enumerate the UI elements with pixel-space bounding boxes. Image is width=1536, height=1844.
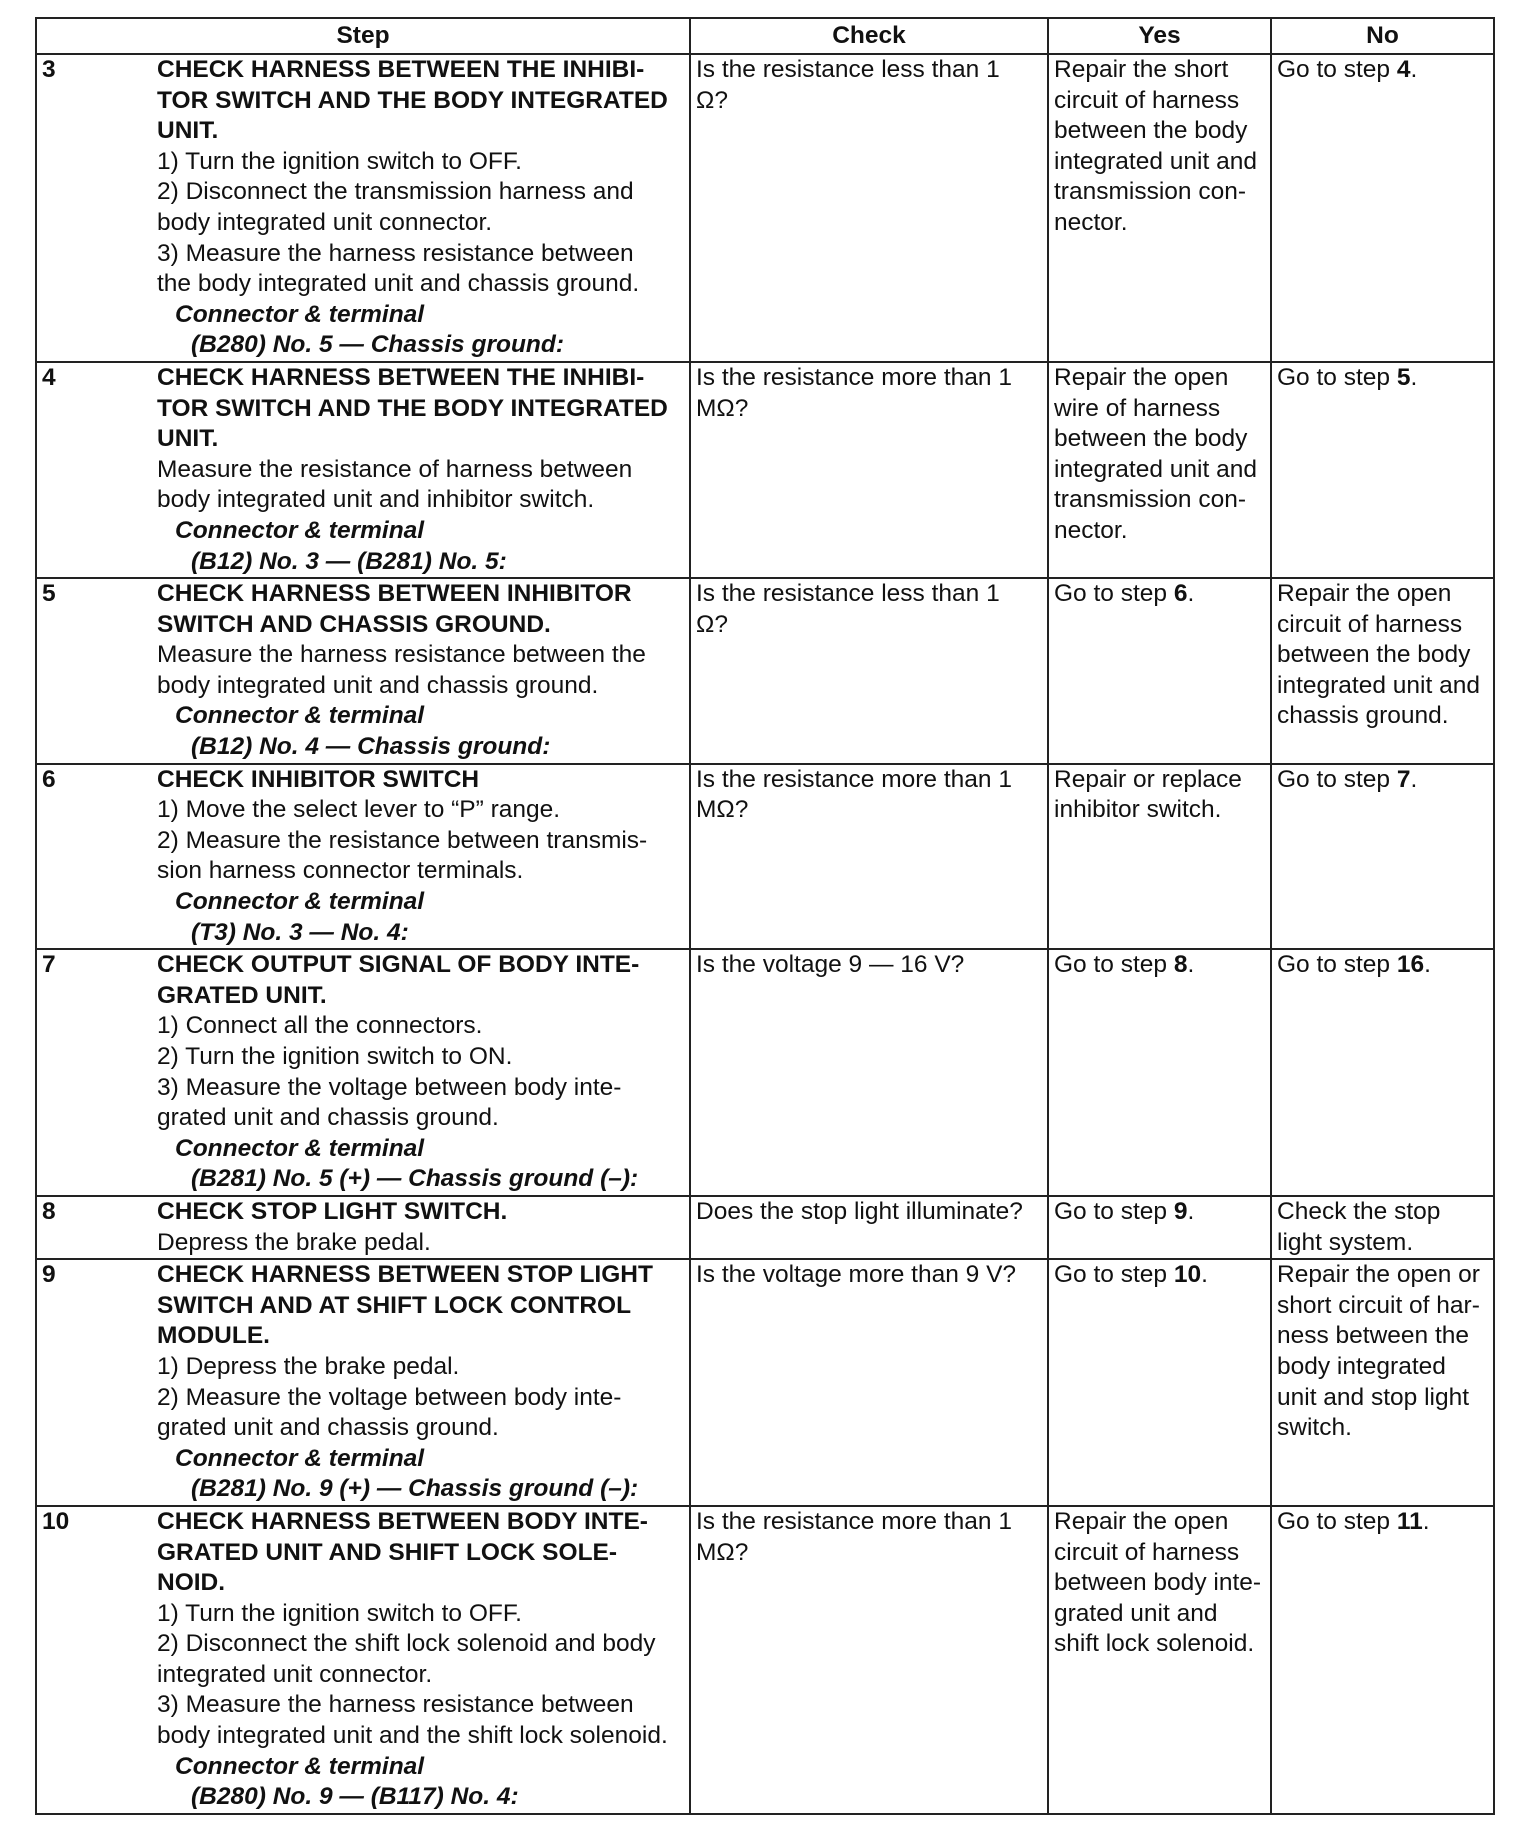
step-instruction: 3) Measure the harness resistance between the body integrated unit and chassis ground. [157,239,640,298]
step-number: 5 [42,580,56,608]
step-content [42,1197,684,1258]
step-content [42,363,684,577]
header-step: Step [36,18,690,54]
step-instruction: 2) Disconnect the shift lock solenoid and body integrated unit connector. [157,1630,656,1688]
step-instruction: 2) Disconnect the transmission harness and body integrated unit connector. [157,178,634,236]
diagnostic-table [35,17,1495,1815]
step-body [157,765,684,949]
yes-text: Repair the open wire of harness between the body integrated unit and transmission con- nector. [1054,363,1257,544]
step-instruction: 1) Move the select lever to “P” range. [157,796,561,824]
connector-spec: (B281) No. 5 (+) — Chassis ground (–): [191,1165,639,1193]
step-cell [36,1259,690,1506]
step-instruction: 1) Turn the ignition switch to OFF. [157,147,522,175]
no-cell [1271,1196,1494,1259]
header-check: Check [690,18,1048,54]
yes-cell [1048,578,1271,764]
check-cell: Is the resistance more than 1 MΩ? [690,1506,1048,1814]
connector-label: Connector & terminal [175,516,425,544]
yes-cell [1048,1196,1271,1259]
no-step-end: . [1410,363,1418,391]
yes-text: Repair or replace inhibitor switch. [1054,765,1242,824]
step-content [42,950,684,1195]
no-cell [1271,578,1494,764]
step-title: CHECK HARNESS BETWEEN INHIBITOR SWITCH AND CHASSIS GROUND. [157,580,632,638]
yes-cell [1048,362,1271,578]
table-row [36,764,1494,950]
connector-spec: (B12) No. 3 — (B281) No. 5: [191,547,507,575]
connector-label: Connector & terminal [175,1752,425,1780]
yes-step-number: 8 [1173,951,1188,979]
step-cell [36,764,690,950]
no-text: Go to step [1277,951,1397,979]
yes-cell [1048,764,1271,950]
table-row [36,1196,1494,1259]
no-step-number: 5 [1396,363,1411,391]
step-instruction: 2) Turn the ignition switch to ON. [157,1043,513,1070]
step-instruction: 2) Measure the resistance between transmis- sion harness connector terminals. [157,826,648,885]
table-row [36,949,1494,1196]
step-content [42,1507,684,1813]
step-number: 3 [42,56,56,83]
no-cell [1271,949,1494,1196]
step-content [42,1260,684,1505]
no-text: Go to step [1277,363,1397,391]
step-instruction: Measure the resistance of harness between body integrated unit and inhibitor switch. [157,455,633,514]
yes-cell [1048,1259,1271,1506]
table-row [36,54,1494,362]
no-text: Repair the open or short circuit of har- ness between the body integrated unit and stop light switch. [1277,1261,1480,1442]
step-cell [36,1506,690,1814]
yes-cell [1048,54,1271,362]
connector-spec: (B280) No. 5 — Chassis ground: [191,331,565,359]
check-cell: Is the voltage more than 9 V? [690,1259,1048,1506]
step-content [42,579,684,763]
step-instruction: Depress the brake pedal. [157,1228,431,1256]
yes-step-number: 6 [1173,580,1188,608]
yes-text: Repair the open circuit of harness between body inte- grated unit and shift lock solenoid. [1054,1507,1262,1658]
step-number: 9 [42,1261,56,1289]
step-content [42,55,684,361]
step-body [157,950,684,1195]
header-yes: Yes [1048,18,1271,54]
header-no: No [1271,18,1494,54]
yes-step-end: . [1187,580,1195,608]
step-number: 6 [42,765,56,793]
step-number: 8 [42,1197,56,1225]
check-cell: Is the voltage 9 — 16 V? [690,949,1048,1196]
connector-label: Connector & terminal [175,702,425,730]
step-title: CHECK HARNESS BETWEEN BODY INTE- GRATED UNIT AND SHIFT LOCK SOLE- NOID. [157,1507,648,1597]
no-text: Repair the open circuit of harness between the body integrated unit and chassis ground. [1277,580,1480,730]
check-cell: Is the resistance less than 1 Ω? [690,54,1048,362]
yes-step-number: 9 [1173,1197,1188,1225]
table-row [36,362,1494,578]
no-cell [1271,362,1494,578]
step-number: 7 [42,951,56,979]
step-number: 4 [42,363,56,391]
step-title: CHECK INHIBITOR SWITCH [157,765,480,793]
table-row [36,578,1494,764]
connector-label: Connector & terminal [175,888,425,916]
table-header-row [36,18,1494,54]
yes-cell [1048,1506,1271,1814]
check-cell: Is the resistance more than 1 MΩ? [690,764,1048,950]
step-body [157,579,684,763]
step-body [157,55,684,361]
step-instruction: Measure the harness resistance between the body integrated unit and chassis ground. [157,641,646,699]
no-cell [1271,764,1494,950]
no-step-number: 7 [1396,765,1411,793]
no-text: Go to step [1277,765,1397,793]
step-instruction: 3) Measure the harness resistance between body integrated unit and the shift lock solenoid. [157,1691,668,1750]
step-cell [36,362,690,578]
no-step-end: . [1410,765,1418,793]
connector-label: Connector & terminal [175,1444,425,1472]
no-step-end: . [1424,951,1431,979]
yes-step-number: 10 [1173,1261,1202,1289]
check-cell: Is the resistance less than 1 Ω? [690,578,1048,764]
step-title: CHECK HARNESS BETWEEN THE INHIBI- TOR SWITCH AND THE BODY INTEGRATED UNIT. [157,56,668,145]
step-cell [36,949,690,1196]
no-text: Go to step [1277,56,1397,83]
no-step-end: . [1410,56,1418,83]
table-body [36,54,1494,1814]
no-step-number: 4 [1396,56,1411,83]
connector-spec: (B281) No. 9 (+) — Chassis ground (–): [191,1475,639,1503]
no-cell [1271,1506,1494,1814]
connector-label: Connector & terminal [175,300,425,328]
table-row [36,1506,1494,1814]
yes-text: Go to step [1054,951,1174,979]
connector-spec: (B280) No. 9 — (B117) No. 4: [191,1783,519,1811]
step-title: CHECK OUTPUT SIGNAL OF BODY INTE- GRATED UNIT. [157,951,640,1009]
step-cell [36,1196,690,1259]
no-step-number: 16 [1396,951,1425,979]
step-cell [36,54,690,362]
check-cell: Does the stop light illuminate? [690,1196,1048,1259]
yes-cell [1048,949,1271,1196]
step-number: 10 [42,1507,70,1535]
yes-step-end: . [1187,1197,1195,1225]
step-content [42,765,684,949]
no-text: Check the stop light system. [1277,1197,1441,1256]
step-body [157,1260,684,1505]
yes-text: Go to step [1054,1261,1174,1289]
no-step-end: . [1422,1507,1430,1535]
no-text: Go to step [1277,1507,1397,1535]
table-row [36,1259,1494,1506]
yes-text: Go to step [1054,580,1174,608]
step-title: CHECK HARNESS BETWEEN THE INHIBI- TOR SWITCH AND THE BODY INTEGRATED UNIT. [157,363,668,453]
step-body [157,363,684,577]
connector-spec: (B12) No. 4 — Chassis ground: [191,733,551,761]
no-cell [1271,1259,1494,1506]
step-instruction: 2) Measure the voltage between body inte- grated unit and chassis ground. [157,1383,622,1442]
connector-spec: (T3) No. 3 — No. 4: [191,918,409,946]
step-cell [36,578,690,764]
no-step-number: 11 [1396,1507,1423,1535]
yes-step-end: . [1201,1261,1208,1289]
step-body [157,1507,684,1813]
yes-text: Go to step [1054,1197,1174,1225]
no-cell [1271,54,1494,362]
step-instruction: 1) Depress the brake pedal. [157,1352,460,1380]
step-instruction: 3) Measure the voltage between body inte- grated unit and chassis ground. [157,1073,622,1132]
yes-text: Repair the short circuit of harness between the body integrated unit and transmission con- nector. [1054,56,1257,236]
step-body [157,1197,684,1258]
step-instruction: 1) Connect all the connectors. [157,1012,483,1040]
step-title: CHECK STOP LIGHT SWITCH. [157,1197,508,1225]
step-instruction: 1) Turn the ignition switch to OFF. [157,1599,522,1627]
connector-label: Connector & terminal [175,1134,425,1162]
check-cell: Is the resistance more than 1 MΩ? [690,362,1048,578]
step-title: CHECK HARNESS BETWEEN STOP LIGHT SWITCH AND AT SHIFT LOCK CONTROL MODULE. [157,1261,653,1350]
yes-step-end: . [1187,951,1195,979]
